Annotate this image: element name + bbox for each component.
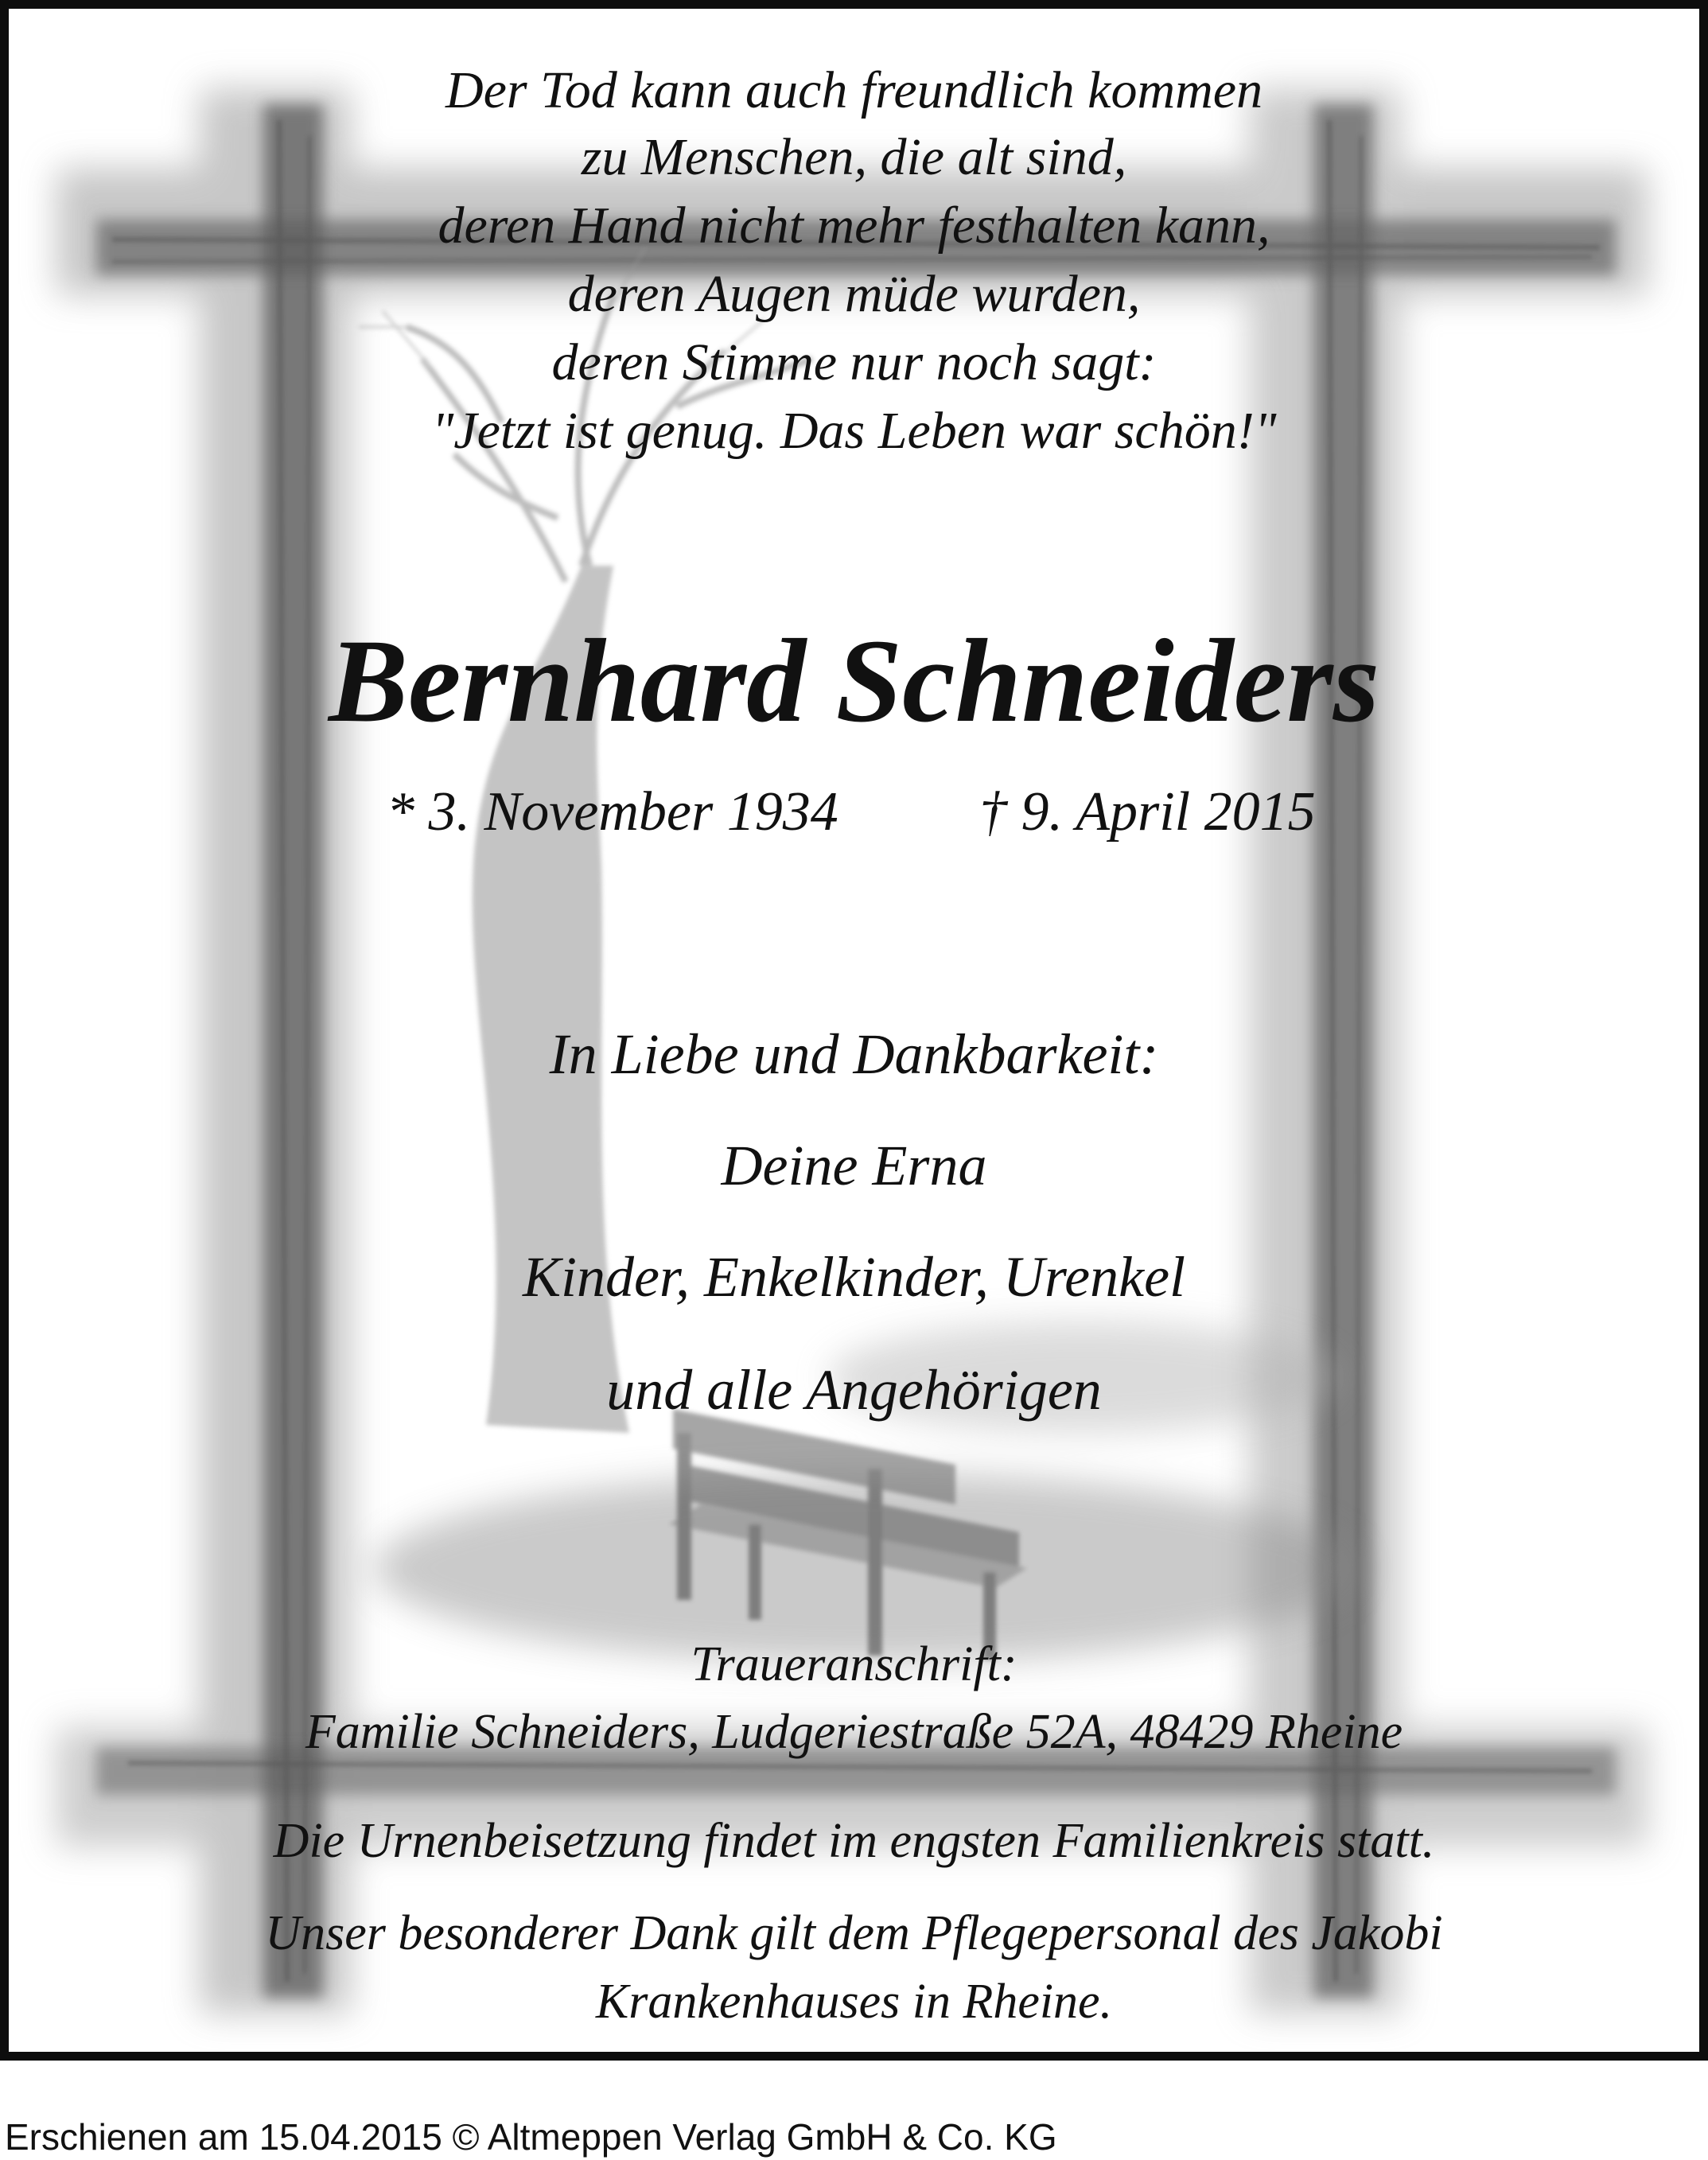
poem-line-6: "Jetzt ist genug. Das Leben war schön!" — [431, 402, 1277, 460]
birth-date: * 3. November 1934 — [387, 781, 838, 843]
poem-line-3: deren Hand nicht mehr festhalten kann, — [438, 197, 1270, 255]
mourner-spouse: Deine Erna — [721, 1134, 987, 1197]
poem-line-1: Der Tod kann auch freundlich kommen — [445, 61, 1263, 119]
thanks-line-2: Krankenhauses in Rheine. — [595, 1975, 1113, 2029]
deceased-name: Bernhard Schneiders — [328, 615, 1380, 747]
death-date: † 9. April 2015 — [979, 781, 1316, 843]
poem-line-2: zu Menschen, die alt sind, — [581, 128, 1127, 186]
poem-line-5: deren Stimme nur noch sagt: — [551, 333, 1157, 391]
mourner-relatives: und alle Angehörigen — [606, 1358, 1102, 1422]
mourners-intro: In Liebe und Dankbarkeit: — [549, 1022, 1159, 1086]
address-label: Traueranschrift: — [691, 1637, 1017, 1691]
poem-line-4: deren Augen müde wurden, — [567, 265, 1141, 323]
thanks-line-1: Unser besonderer Dank gilt dem Pflegepersonal des Jakobi — [265, 1906, 1443, 1960]
burial-note: Die Urnenbeisetzung findet im engsten Familienkreis statt. — [273, 1814, 1435, 1868]
publication-footer: Erschienen am 15.04.2015 © Altmeppen Verlag GmbH & Co. KG — [5, 2116, 1057, 2158]
address-line: Familie Schneiders, Ludgeriestraße 52A, 48429 Rheine — [305, 1705, 1403, 1759]
mourner-descendants: Kinder, Enkelkinder, Urenkel — [522, 1245, 1186, 1309]
